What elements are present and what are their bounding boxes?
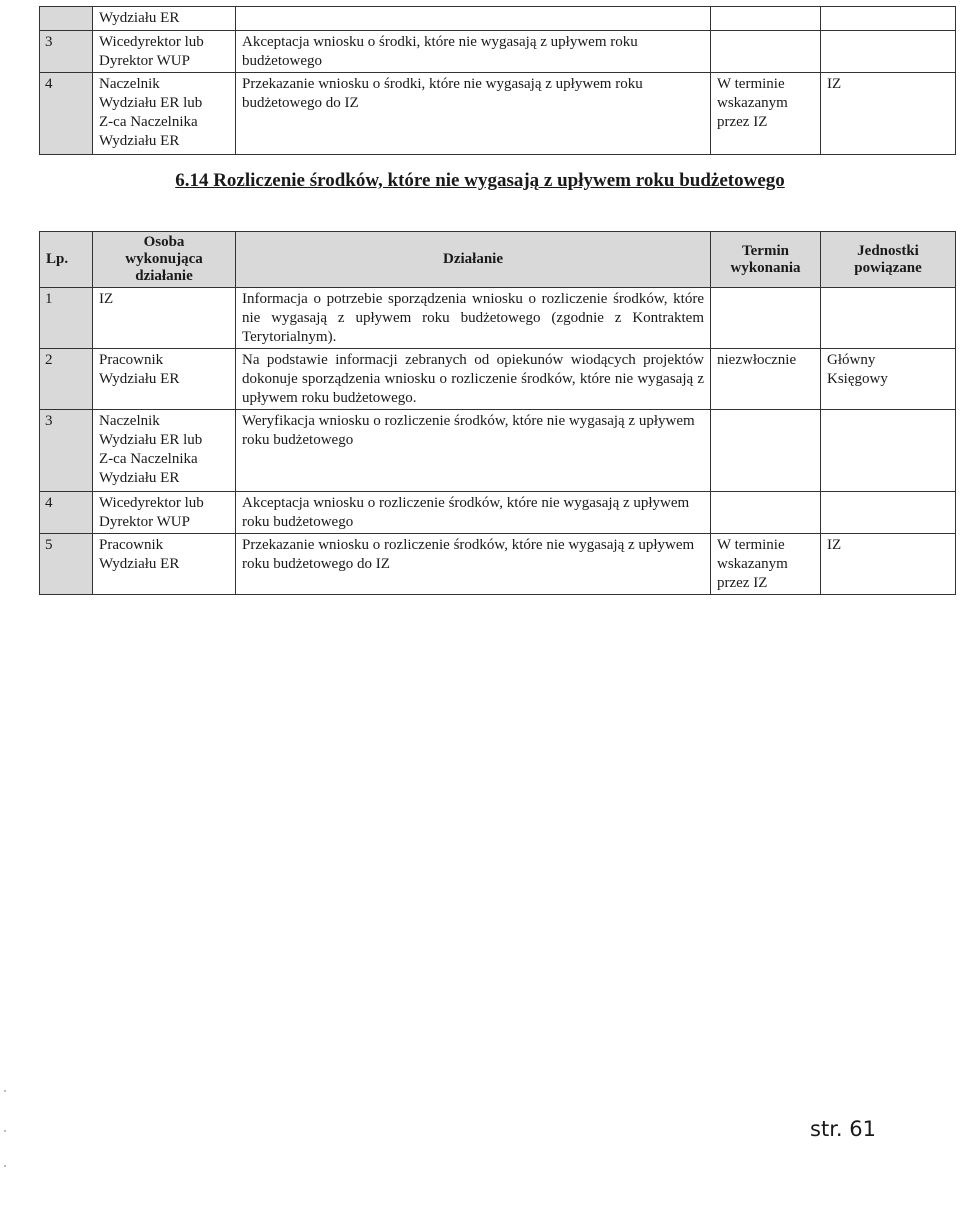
related-units-cell: IZ [821,73,956,155]
action-cell: Akceptacja wniosku o rozliczenie środków, które nie wygasają z upływem roku budżetowego [236,492,711,534]
action-cell: Przekazanie wniosku o środki, które nie wygasają z upływem roku budżetowego do IZ [236,73,711,155]
row-number: 4 [40,492,93,534]
page-number: str. 61 [810,1117,876,1141]
deadline-cell: W terminie wskazanym przez IZ [711,73,821,155]
deadline-cell [711,288,821,349]
action-cell [236,7,711,31]
action-cell: Przekazanie wniosku o rozliczenie środków, które nie wygasają z upływem roku budżetowego do IZ [236,534,711,595]
action-cell: Informacja o potrzebie sporządzenia wniosku o rozliczenie środków, które nie wygasają z upływem roku budżetowego (zgodnie z Kontraktem Terytorialnym). [236,288,711,349]
row-number: 1 [40,288,93,349]
table-header-row [40,232,956,288]
header-related-units: Jednostki powiązane [821,232,956,288]
section-title: 6.14 Rozliczenie środków, które nie wygasają z upływem roku budżetowego [175,170,785,191]
row-number: 4 [40,73,93,155]
row-number: 2 [40,349,93,410]
action-cell: Weryfikacja wniosku o rozliczenie środków, które nie wygasają z upływem roku budżetowego [236,410,711,492]
header-person: Osoba wykonująca działanie [93,232,236,288]
deadline-cell [711,7,821,31]
continued-procedure-table [39,6,956,155]
related-units-cell [821,288,956,349]
table-row [40,73,956,155]
person-cell: Pracownik Wydziału ER [93,534,236,595]
related-units-cell: IZ [821,534,956,595]
row-number [40,7,93,31]
row-number: 3 [40,31,93,73]
row-number: 3 [40,410,93,492]
header-deadline: Termin wykonania [711,232,821,288]
header-action: Działanie [236,232,711,288]
deadline-cell: W terminie wskazanym przez IZ [711,534,821,595]
action-cell: Na podstawie informacji zebranych od opiekunów wiodących projektów dokonuje sporządzenia wniosku o rozliczenie środków, które nie wygasają z upływem roku budżetowego. [236,349,711,410]
table-row [40,492,956,534]
table-row [40,410,956,492]
person-cell: Naczelnik Wydziału ER lub Z-ca Naczelnika Wydziału ER [93,410,236,492]
person-cell: Naczelnik Wydziału ER lub Z-ca Naczelnika Wydziału ER [93,73,236,155]
related-units-cell [821,31,956,73]
header-lp: Lp. [40,232,93,288]
scan-artifact [4,1165,6,1167]
table-row [40,534,956,595]
table-row [40,349,956,410]
row-number: 5 [40,534,93,595]
person-cell: Wydziału ER [93,7,236,31]
scan-artifact [4,1090,6,1092]
table-row [40,288,956,349]
person-cell: Pracownik Wydziału ER [93,349,236,410]
table-row [40,31,956,73]
related-units-cell [821,7,956,31]
related-units-cell: Główny Księgowy [821,349,956,410]
related-units-cell [821,492,956,534]
person-cell: IZ [93,288,236,349]
settlement-procedure-table [39,231,956,595]
person-cell: Wicedyrektor lub Dyrektor WUP [93,492,236,534]
deadline-cell [711,31,821,73]
action-cell: Akceptacja wniosku o środki, które nie wygasają z upływem roku budżetowego [236,31,711,73]
deadline-cell [711,492,821,534]
related-units-cell [821,410,956,492]
deadline-cell: niezwłocznie [711,349,821,410]
table-row [40,7,956,31]
scan-artifact [4,1130,6,1132]
deadline-cell [711,410,821,492]
person-cell: Wicedyrektor lub Dyrektor WUP [93,31,236,73]
